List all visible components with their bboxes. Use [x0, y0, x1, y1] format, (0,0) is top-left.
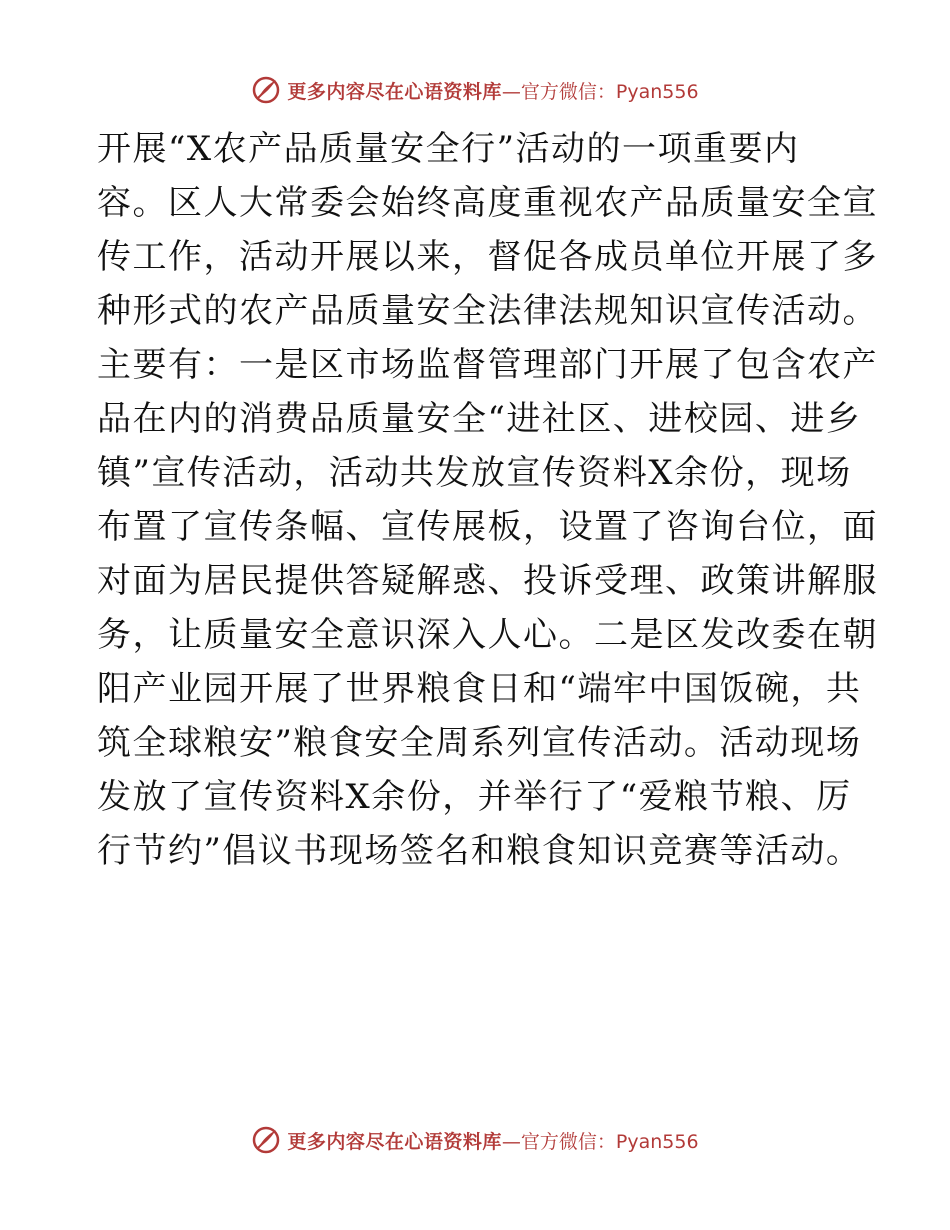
brand-text: 更多内容尽在心语资料库 [287, 1130, 502, 1153]
header-watermark [0, 73, 950, 107]
body-line-9: 对面为居民提供答疑解惑、投诉受理、政策讲解服 [97, 561, 878, 601]
body-line-6: 品在内的消费品质量安全“进社区、进校园、进乡 [97, 399, 862, 439]
footer-watermark [0, 1123, 950, 1157]
body-line-3: 传工作，活动开展以来，督促各成员单位开展了多 [97, 237, 878, 277]
body-line-13: 发放了宣传资料X余份，并举行了“爱粮节粮、厉 [97, 777, 852, 817]
document-body [97, 122, 878, 878]
body-line-5: 主要有：一是区市场监督管理部门开展了包含农产 [97, 345, 878, 385]
body-line-1: 开展“X农产品质量安全行”活动的一项重要内 [97, 129, 800, 169]
brand-text: 更多内容尽在心语资料库 [287, 80, 502, 103]
body-line-12: 筑全球粮安”粮食安全周系列宣传活动。活动现场 [97, 723, 862, 763]
body-line-10: 务，让质量安全意识深入人心。二是区发改委在朝 [97, 615, 878, 655]
quill-logo-icon [251, 1125, 281, 1155]
body-line-8: 布置了宣传条幅、宣传展板，设置了咨询台位，面 [97, 507, 878, 547]
official-wechat-text: —官方微信：Pyan556 [501, 1130, 699, 1153]
official-wechat-text: —官方微信：Pyan556 [501, 80, 699, 103]
body-line-7: 镇”宣传活动，活动共发放宣传资料X余份，现场 [97, 453, 852, 493]
body-line-2: 容。区人大常委会始终高度重视农产品质量安全宣 [97, 183, 878, 223]
quill-logo-icon [251, 75, 281, 105]
body-line-4: 种形式的农产品质量安全法律法规知识宣传活动。 [97, 291, 878, 331]
body-line-11: 阳产业园开展了世界粮食日和“端牢中国饭碗，共 [97, 669, 862, 709]
body-line-14: 行节约”倡议书现场签名和粮食知识竞赛等活动。 [97, 831, 862, 871]
